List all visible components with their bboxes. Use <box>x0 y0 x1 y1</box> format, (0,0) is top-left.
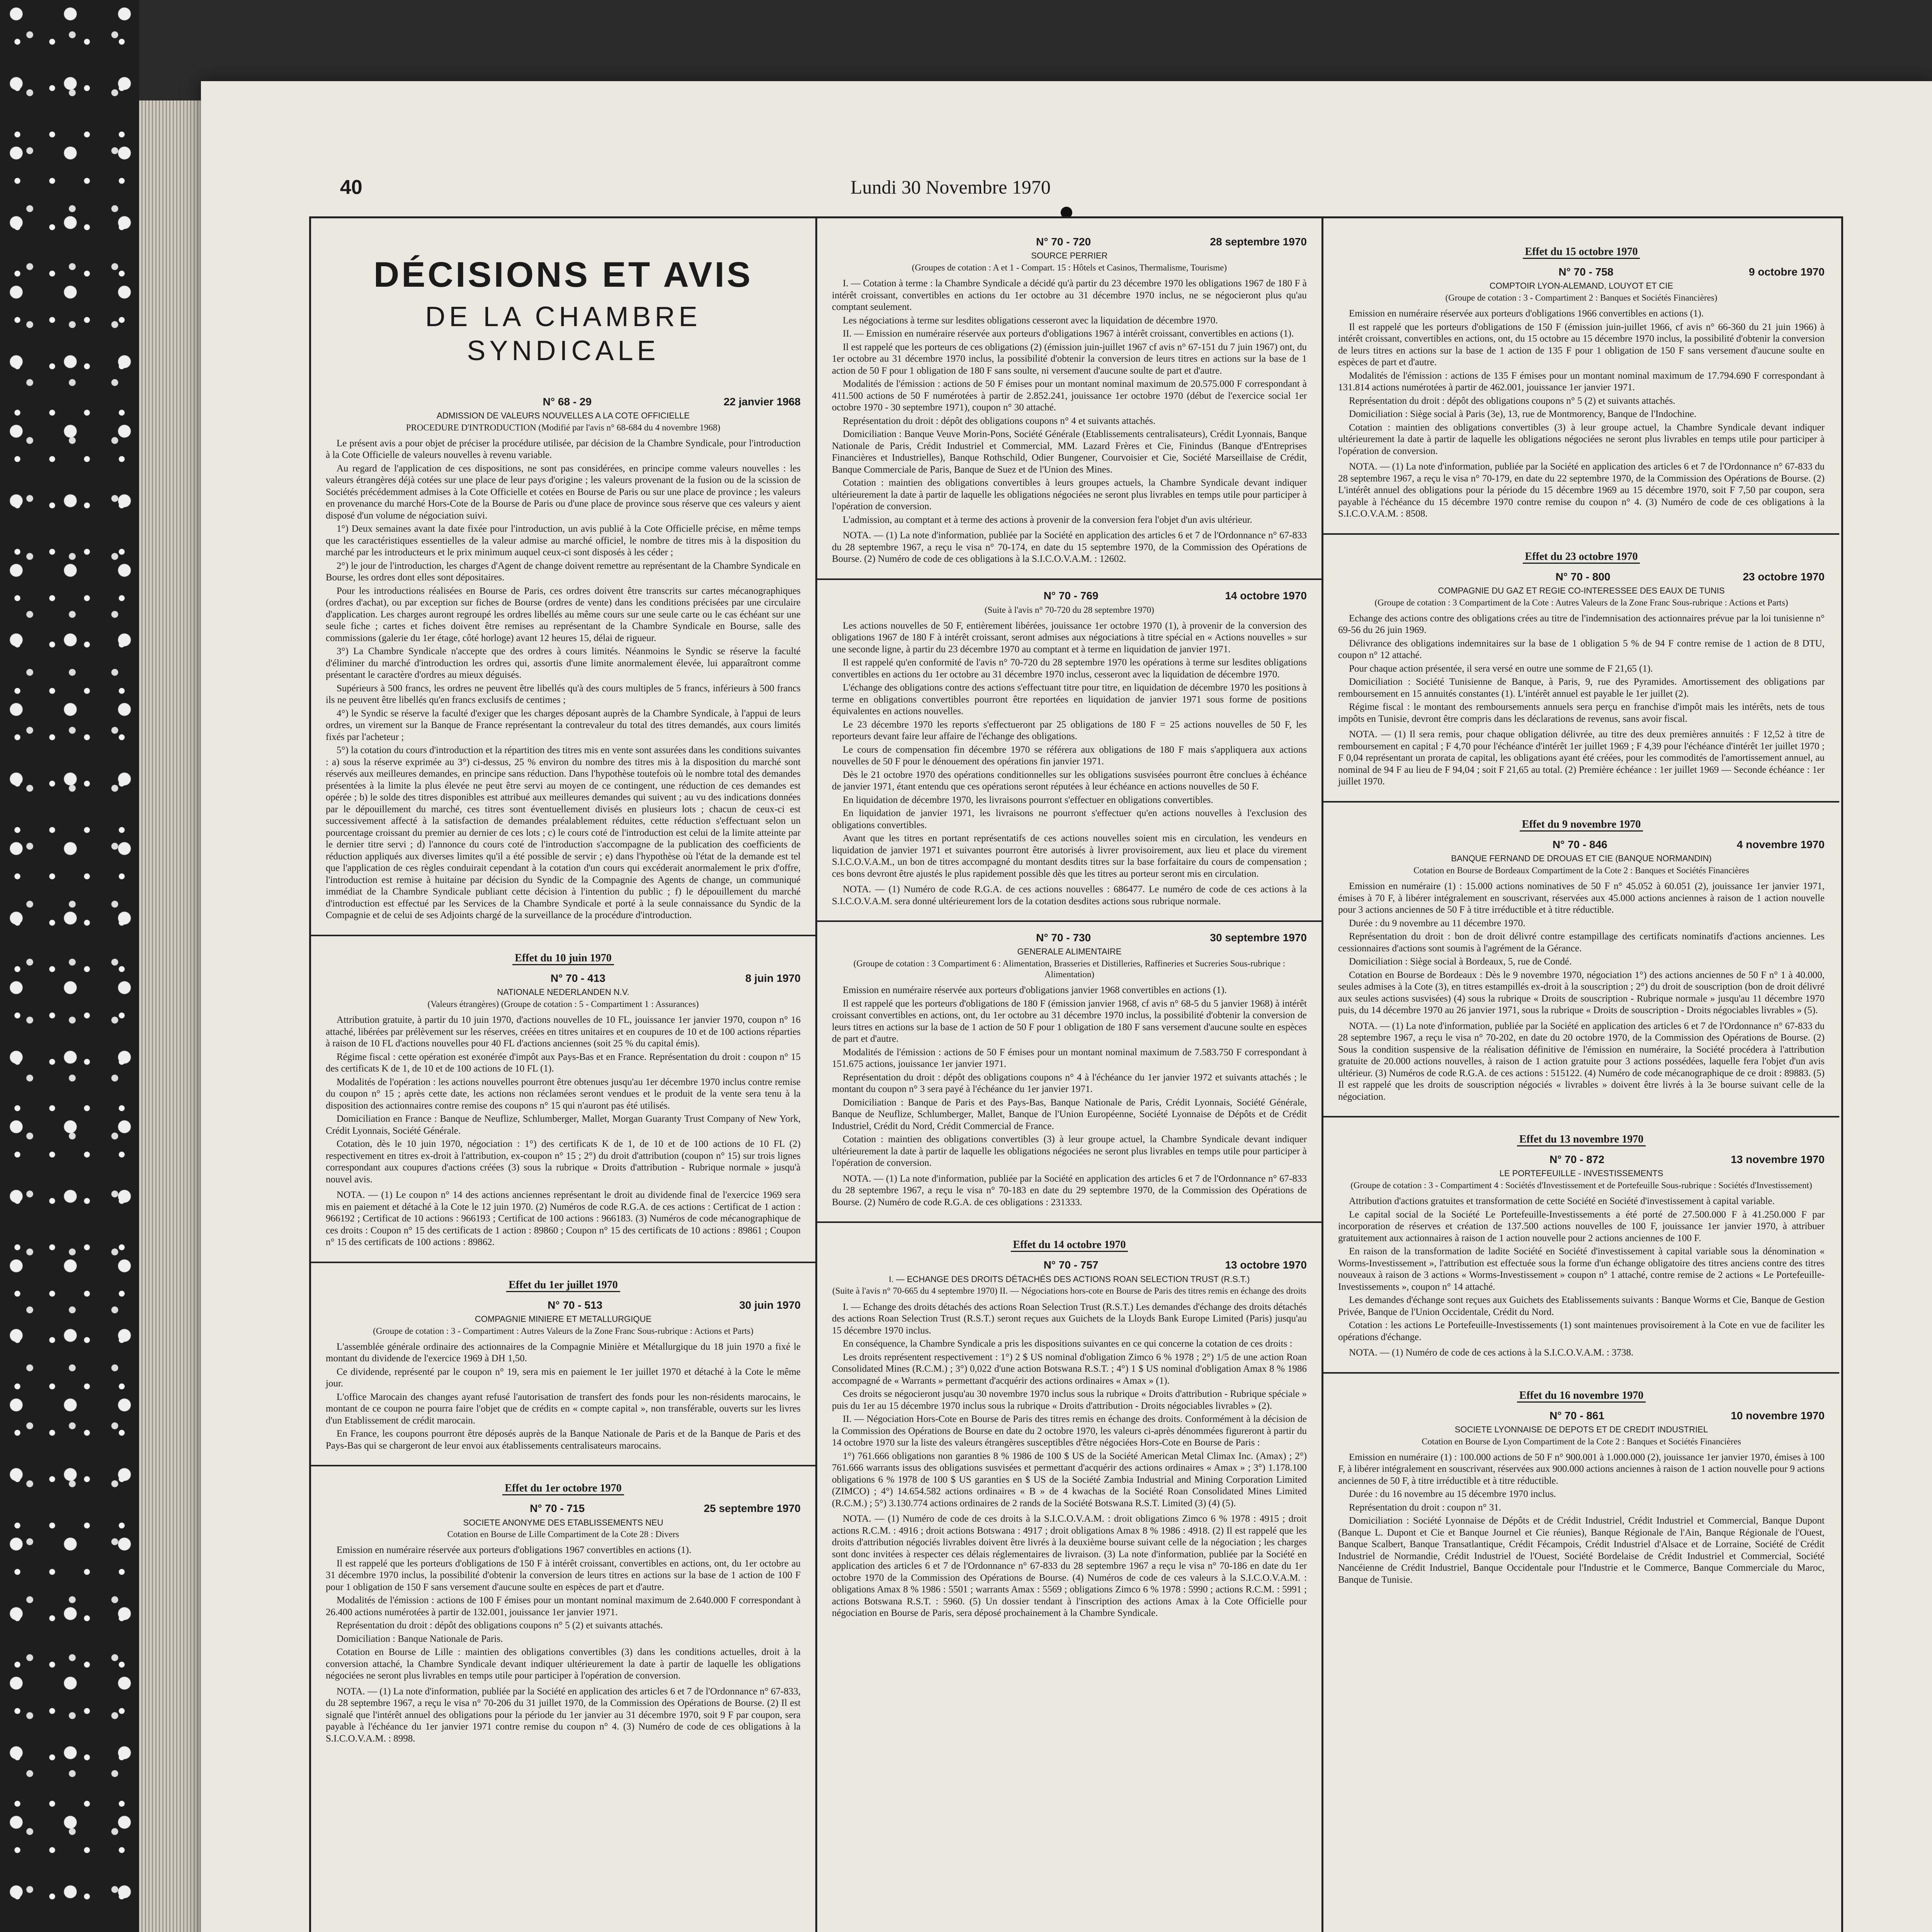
notice-header <box>832 235 1307 248</box>
company-name: BANQUE FERNAND DE DROUAS ET CIE (BANQUE NORMANDIN) <box>1451 854 1712 864</box>
notice-paragraph: Cotation : maintien des obligations convertibles (3) à leur groupe actuel, la Chambre Syndicale devant indiquer ultérieurement la date à partir de laquelle les obligations négociées ne seront plus livrables en temps utile pour participer à l'opération de conversion. <box>832 1134 1307 1168</box>
company-name: LE PORTEFEUILLE - INVESTISSEMENTS <box>1499 1168 1663 1179</box>
notice-paragraph: Modalités de l'émission : actions de 100 F émises pour un montant nominal maximum de 2.640.000 F correspondant à 26.400 actions numérotées à partir de 132.001, jouissance 1er janvier 1971. <box>326 1595 801 1617</box>
notice-paragraph: Emission en numéraire (1) : 15.000 actions nominatives de 50 F n° 45.052 à 60.051 (2), jouissance 1er janvier 1971, émises à 70 F, à libérer intégralement en souscrivant, réservées aux 45.000 actions anciennes à raison de 1 action nouvelle pour 3 actions anciennes de 50 F à titre irréductible et à titre réductible. <box>1338 881 1825 915</box>
notice-date: 13 octobre 1970 <box>1225 1259 1307 1271</box>
notice-paragraph: Emission en numéraire réservée aux porteurs d'obligations 1966 convertibles en actions (1). <box>1349 308 1704 319</box>
notice <box>832 1221 1307 1619</box>
quotation-group: (Groupe de cotation : 3 - Compartiment 4 : Sociétés d'Investissement et de Portefeuille Sous-rubrique : Sociétés d'Investissement) <box>1350 1180 1812 1190</box>
quotation-group: Cotation en Bourse de Bordeaux Compartiment de la Cote 2 : Banques et Sociétés Financières <box>1413 866 1749 876</box>
notice-list <box>326 395 801 1745</box>
main-title: DÉCISIONS ET AVIS <box>373 255 753 294</box>
quotation-group: (Groupe de cotation : 3 Compartiment 6 : Alimentation, Brasseries et Distilleries, Raffineries et Sucreries Sous-rubrique : Alimentation) <box>853 959 1286 980</box>
notice-number: N° 70 - 720 <box>1036 236 1091 248</box>
notice <box>326 1465 801 1745</box>
notice-paragraph: Cotation : maintien des obligations convertibles à leurs groupes actuels, la Chambre Syndicale devant indiquer ultérieurement la date à partir de laquelle les obligations négociées ne seront plus livrables en temps utile pour participer à l'opération de conversion. <box>832 478 1307 512</box>
effective-date-heading <box>1338 818 1825 831</box>
notice-paragraph: En conséquence, la Chambre Syndicale a pris les dispositions suivantes en ce qui concerne la cotation de ces droits : <box>843 1338 1293 1349</box>
notice-footnote: NOTA. — (1) Le coupon n° 14 des actions anciennes représentant le droit au dividende final de l'exercice 1969 sera mis en paiement et détaché à la Cote le 12 juin 1970. (2) Numéros de code R.G.A. de ces actions : Certificat de 1 action : 966192 ; Certificat de 10 actions : 966193 ; Certificat de 100 actions : 966183. (3) Numéros de code mécanographique de ces droits : Coupon n° 15 des certificats de 1 action : 89860 ; Coupon n° 15 des certificats de 10 actions : 89861 ; Coupon n° 15 des certificats de 100 actions : 89862. <box>326 1190 801 1248</box>
notice-paragraph: Ce dividende, représenté par le coupon n° 19, sera mis en paiement le 1er juillet 1970 et détaché à la Cote le même jour. <box>326 1366 801 1389</box>
notice-paragraph: L'échange des obligations contre des actions s'effectuant titre pour titre, en liquidation de décembre 1970 les positions à terme en obligations convertibles pourront être reportées en liquidation de janvier 1971 sous forme de positions équivalentes en actions nouvelles. <box>832 682 1307 717</box>
notice-paragraph: Modalités de l'émission : actions de 50 F émises pour un montant nominal maximum de 20.575.000 F correspondant à 411.500 actions de 50 F numérotées à partir de 2.852.241, jouissance 1er octobre 1970 (début de l'exercice social 1er octobre 1970 - 30 septembre 1971), coupon n° 30 attaché. <box>832 379 1307 413</box>
notice-number: N° 70 - 800 <box>1555 570 1611 583</box>
notice-paragraph: Régime fiscal : cette opération est exonérée d'impôt aux Pays-Bas et en France. Représentation du droit : coupon n° 15 des certificats K de 1, de 10 et de 100 actions de 10 FL (1). <box>326 1051 801 1074</box>
notice-number: N° 70 - 769 <box>1043 589 1099 602</box>
notice-paragraph: Attribution gratuite, à partir du 10 juin 1970, d'actions nouvelles de 10 FL, jouissance 1er janvier 1970, coupon n° 16 attaché, libérées par prélèvement sur les réserves, créées en titres unitaires et en coupures de 10 et de 100 actions réparties à raison de 10 FL d'actions nouvelles pour 40 FL d'actions anciennes (soit 25 % du capital émis). <box>326 1015 801 1049</box>
quotation-group: (Valeurs étrangères) (Groupe de cotation : 5 - Compartiment 1 : Assurances) <box>427 999 699 1009</box>
effective-date-heading <box>326 1279 801 1292</box>
notice <box>832 920 1307 1208</box>
notice-footnote: NOTA. — (1) Numéro de code R.G.A. de ces actions nouvelles : 686477. Le numéro de code de ces actions à la S.I.C.O.V.A.M. sera donné ultérieurement lors de la cotation desdites actions sous rubrique normale. <box>832 884 1307 906</box>
effective-date-label: Effet du 23 octobre 1970 <box>1523 551 1640 564</box>
notice-date: 22 janvier 1968 <box>723 395 801 408</box>
notice-paragraph: Domiciliation : Société Tunisienne de Banque, à Paris, 9, rue des Pyramides. Amortissement des obligations par remboursement en 15 annuités constantes (1). L'intérêt annuel est payable le 1er juillet (2). <box>1338 677 1825 699</box>
quotation-group: Cotation en Bourse de Lille Compartiment de la Cote 28 : Divers <box>447 1529 679 1539</box>
main-subtitle: DE LA CHAMBRE SYNDICALE <box>425 301 701 367</box>
notice-paragraph: Domiciliation en France : Banque de Neuflize, Schlumberger, Mallet, Morgan Guaranty Trust Company of New York, Crédit Lyonnais, Société Générale. <box>326 1114 801 1136</box>
notice-header <box>326 395 801 408</box>
effective-date-label: Effet du 1er octobre 1970 <box>502 1482 624 1495</box>
notice-paragraph: Modalités de l'émission : actions de 135 F émises pour un montant nominal maximum de 17.794.690 F correspondant à 131.814 actions numérotées à partir de 462.001, jouissance 1er janvier 1971. <box>1338 370 1825 393</box>
section-rule <box>1323 533 1839 535</box>
notice-paragraph: Il est rappelé que les porteurs de ces obligations (2) (émission juin-juillet 1967 cf avis n° 67-151 du 7 juin 1967) ont, du 1er octobre au 31 décembre 1970 inclus, la possibilité d'obtenir la conversion de leurs titres en actions sur la base de 1 action de 50 F pour 1 obligation de 180 F sans soulte, ni versement d'aucune soulte de part et d'autre. <box>832 342 1307 376</box>
effective-date-label: Effet du 1er juillet 1970 <box>506 1279 620 1292</box>
section-rule <box>311 1262 815 1263</box>
effective-date-label: Effet du 13 novembre 1970 <box>1517 1133 1646 1146</box>
notice-paragraph: 1°) 761.666 obligations non garanties 8 % 1986 de 100 $ US de la Société American Metal Climax Inc. (Amax) ; 2°) 761.666 warrants issus des obligations susvisées et permettant d'acquérir des actions ordinaires « Amax » ; 3°) 1.178.100 obligations 6 % 1978 de 100 $ US garanties en $ US de la Société Zambia Industrial and Mining Corporation Limited (ZIMCO) ; 4°) 14.654.582 actions ordinaires « B » de 4 kwachas de la Société Roan Consolidated Mines Limited (R.C.M.) ; 5°) 3.130.774 actions ordinaires de 2 rands de la Société Botswana R.S.T. Limited (3) (4) (5). <box>832 1451 1307 1509</box>
notice-header <box>1338 1409 1825 1422</box>
page-number: 40 <box>340 176 362 199</box>
notice-footnote: NOTA. — (1) Numéro de code de ces droits à la S.I.C.O.V.A.M. : droit obligations Zimco 6 % 1978 : 4915 ; droit actions R.C.M. : 4916 ; droit actions Botswana : 4917 ; droit obligations Amax 8 % 1986 : 4918. (2) Il est rappelé que les droits d'attribution négociés livrables doivent être livrés à la deuxième bourse suivant celle de la négociation ; les charges sont donc invitées à respecter ces délais réglementaires de livraison. (3) La note d'information, publiée par la Société en application des articles 6 et 7 de l'Ordonnance n° 67-833 du 28 septembre 1967 a reçu le visa n° 70-186 en date du 1er octobre 1970 de la Commission des Opérations de Bourse. (4) Numéros de code de ces valeurs à la S.I.C.O.V.A.M. : obligations Amax 8 % 1986 : 5501 ; warrants Amax : 5569 ; obligations Zimco 6 % 1978 : 5990 ; actions R.C.M. : 5991 ; actions Botswana R.S.T. : 5960. (5) Un dossier tendant à l'inscription des actions Amax à la Cote Officielle pour négociation en Bourse de Paris, sera déposé prochainement à la Chambre Syndicale. <box>832 1514 1307 1618</box>
notice-date: 23 octobre 1970 <box>1743 570 1825 583</box>
effective-date-heading <box>326 1482 801 1495</box>
notice-paragraph: Cotation en Bourse de Lille : maintien des obligations convertibles (3) dans les conditions actuelles, droit à la conversion attaché, la Chambre Syndicale devant indiquer ultérieurement la date à partir de laquelle les obligations négociées ne seront plus livrables en temps utile pour participer à l'opération de conversion. <box>326 1647 801 1681</box>
notice-date: 14 octobre 1970 <box>1225 589 1307 602</box>
notice-footnote: NOTA. — (1) La note d'information, publiée par la Société en application des articles 6 et 7 de l'Ordonnance n° 67-833 du 28 septembre 1967, a reçu le visa n° 70-202, en date du 20 octobre 1970, de la Commission des Opérations de Bourse. (2) Sous la condition suspensive de la réalisation définitive de l'émission en numéraire, la Société procédera à l'attribution gratuite de 20.000 actions nouvelles, à raison de 1 action gratuite pour 3 actions possédées, laquelle fera l'objet d'un avis ultérieur. (3) Numéros de code R.G.A. de ces actions : 515122. (4) Numéro de code mécanographique de ce droit : 89883. (5) Il est rappelé que les droits de souscription négociés « livrables » doivent être livrés à la 3e bourse suivant celle de la négociation. <box>1338 1020 1825 1102</box>
company-name: SOURCE PERRIER <box>1031 251 1108 261</box>
company-name: COMPAGNIE DU GAZ ET REGIE CO-INTERESSEE DES EAUX DE TUNIS <box>1438 586 1725 595</box>
effective-date-label: Effet du 16 novembre 1970 <box>1517 1389 1646 1403</box>
notice-paragraph: Représentation du droit : dépôt des obligations coupons n° 5 (2) et suivants attachés. <box>1349 395 1675 406</box>
notice-paragraph: Domiciliation : Société Lyonnaise de Dépôts et de Crédit Industriel, Crédit Industriel et Commercial, Banque Dupont (Banque L. Dupont et Cie et Banque Journel et Cie réunies), Banque Régionale de l'Ain, Banque Régionale de l'Ouest, Banque Scalbert, Banque Transatlantique, Crédit Fécampois, Crédit Industriel d'Alsace et de Lorraine, Société de Crédit Industriel de Normandie, Crédit Industriel de l'Ouest, Société Bordelaise de Crédit Industriel et Commercial, Société Nancéienne de Crédit Industriel, Banque Occidentale pour l'Industrie et le Commerce, Banque Commerciale du Maroc, Banque de Tunisie. <box>1338 1515 1825 1585</box>
section-rule <box>1323 801 1839 803</box>
company-name: I. — ECHANGE DES DROITS DÉTACHÉS DES ACTIONS ROAN SELECTION TRUST (R.S.T.) <box>889 1274 1250 1284</box>
notice-date: 28 septembre 1970 <box>1210 236 1307 248</box>
effective-date-heading <box>1338 245 1825 259</box>
notice-header <box>832 931 1307 944</box>
notice-date: 9 octobre 1970 <box>1748 266 1825 278</box>
section-rule <box>1323 1116 1839 1117</box>
notice-date: 13 novembre 1970 <box>1731 1153 1825 1166</box>
notice-paragraph: Domiciliation : Banque Nationale de Paris. <box>337 1633 503 1644</box>
notice-header <box>832 589 1307 602</box>
notice-footnote: NOTA. — (1) La note d'information, publiée par la Société en application des articles 6 et 7 de l'Ordonnance n° 67-833 du 28 septembre 1967, a reçu le visa n° 70-174, en date du 15 septembre 1970, de la Commission des Opérations de Bourse. (2) Numéro de code de ces obligations à la S.I.C.O.V.A.M. : 12602. <box>832 530 1307 565</box>
running-date: Lundi 30 Novembre 1970 <box>850 176 1051 198</box>
notice-header <box>832 1259 1307 1272</box>
column-left <box>311 218 817 1932</box>
quotation-group: Cotation en Bourse de Lyon Compartiment de la Cote 2 : Banques et Sociétés Financières <box>1422 1436 1741 1446</box>
company-name: SOCIETE LYONNAISE DE DEPOTS ET DE CREDIT INDUSTRIEL <box>1454 1425 1708 1435</box>
effective-date-label: Effet du 9 novembre 1970 <box>1520 818 1643 832</box>
section-rule <box>817 920 1321 922</box>
effective-date-heading <box>1338 550 1825 563</box>
notice-number: N° 70 - 730 <box>1036 932 1091 944</box>
notice-paragraph: Ces droits se négocieront jusqu'au 30 novembre 1970 inclus sous la rubrique « Droits d'attribution - Rubrique spéciale » puis du 1er au 15 décembre 1970 inclus sous la rubrique « Droits d'attribution - Droits négociables livrables » (2). <box>832 1389 1307 1411</box>
notice-number: N° 70 - 757 <box>1043 1259 1099 1271</box>
notice-header <box>326 1502 801 1515</box>
notice-paragraph: Les demandes d'échange sont reçues aux Guichets des Etablissements suivants : Banque Worms et Cie, Banque de Gestion Privée, Banque de l'Union Occidentale, Crédit du Nord. <box>1338 1295 1825 1317</box>
notice-header <box>326 972 801 985</box>
notice-paragraph: Au regard de l'application de ces dispositions, ne sont pas considérées, en principe comme valeurs nouvelles : les valeurs étrangères déjà cotées sur une place de leur pays d'origine ; les valeurs provenant de la fusion ou de la scission de Sociétés précédemment admises à la Cote Officielle et cotées en Bourse de Paris ou sur une place de province ; les valeurs en provenance du marché Hors-Cote de la Bourse de Paris ou d'une place de province sous réserve que ces valeurs y aient disposé d'un volume de négociation suivi. <box>326 463 801 521</box>
quotation-group: (Groupe de cotation : 3 - Compartiment : Autres Valeurs de la Zone Franc Sous-rubrique : Actions et Parts) <box>373 1326 753 1336</box>
notice-paragraph: Emission en numéraire réservée aux porteurs d'obligations janvier 1968 convertibles en actions (1). <box>843 985 1227 996</box>
notice-paragraph: II. — Emission en numéraire réservée aux porteurs d'obligations 1967 à intérêt croissant, convertibles en actions (1). <box>843 328 1294 339</box>
notice-paragraph: Cotation : les actions Le Portefeuille-Investissements (1) sont maintenues provisoirement à la Cote en vue de faciliter les opérations d'échange. <box>1338 1320 1825 1342</box>
notice-paragraph: En liquidation de décembre 1970, les livraisons pourront s'effectuer en obligations convertibles. <box>843 794 1213 805</box>
notice-paragraph: Durée : du 16 novembre au 15 décembre 1970 inclus. <box>1349 1489 1556 1500</box>
notice-date: 8 juin 1970 <box>745 972 801 985</box>
notice <box>326 395 801 922</box>
effective-date-heading <box>1338 1389 1825 1402</box>
effective-date-label: Effet du 14 octobre 1970 <box>1011 1239 1128 1252</box>
effective-date-heading <box>832 1238 1307 1252</box>
notice-date: 4 novembre 1970 <box>1736 838 1825 851</box>
notice-paragraph: Modalités de l'émission : actions de 50 F émises pour un montant nominal maximum de 7.583.750 F correspondant à 151.675 actions, jouissance 1er janvier 1971. <box>832 1047 1307 1070</box>
notice-number: N° 70 - 846 <box>1552 838 1607 851</box>
notice-paragraph: Pour chaque action présentée, il sera versé en outre une somme de F 21,65 (1). <box>1349 663 1653 674</box>
notice-paragraph: Les droits représentent respectivement : 1°) 2 $ US nominal d'obligation Zimco 6 % 1978 ; 2°) 1/5 de une action Roan Consolidated Mines (R.C.M.) ; 3°) 0,022 d'une action Botswana R.S.T. ; 4°) 1 $ US nominal d'obligation Amax 8 % 1986 accompagné de « Warrants » permettant d'acquérir des actions ordinaires « Amax » (1). <box>832 1352 1307 1386</box>
notice-paragraph: 4°) le Syndic se réserve la faculté d'exiger que les charges déposant auprès de la Chambre Syndicale, à l'appui de leurs ordres, un virement sur la Banque de France représentant la contrevaleur du total des titres demandés, aux cours limités fixés par l'acheteur ; <box>326 708 801 742</box>
notice-paragraph: Pour les introductions réalisées en Bourse de Paris, ces ordres doivent être transcrits sur cartes mécanographiques (ordres d'achat), ou par exception sur fiches de Bourse (ordres de vente) dans les conditions précisées par une circulaire d'application. Les charges auront regroupé les ordres libellés au même cours sur une seule carte ou le cas échéant sur une seule fiche ; cartes et fiches doivent être remises au représentant de la Chambre Syndicale en Bourse, salle des commissions (galerie du 1er étage, côté horloge) avant 12 heures 15, délai de rigueur. <box>326 585 801 643</box>
notice-list <box>1338 245 1825 1586</box>
notice-header <box>1338 1153 1825 1166</box>
quotation-group: (Groupe de cotation : 3 - Compartiment 2 : Banques et Sociétés Financières) <box>1445 293 1718 303</box>
column-right <box>1323 218 1839 1932</box>
notice-paragraph: Domiciliation : Siège social à Bordeaux, 5, rue de Condé. <box>1349 956 1572 967</box>
notice-number: N° 70 - 715 <box>530 1502 585 1515</box>
effective-date-label: Effet du 15 octobre 1970 <box>1523 246 1640 259</box>
company-name: COMPTOIR LYON-ALEMAND, LOUYOT ET CIE <box>1489 281 1673 291</box>
notice-paragraph: Il est rappelé que les porteurs d'obligations de 150 F (émission juin-juillet 1966, cf avis n° 66-360 du 21 juin 1966) à intérêt croissant, convertibles en actions, ont, du 15 octobre au 15 décembre 1970 inclus, la possibilité d'obtenir la conversion de leurs titres en actions sur la base de 1 action de 135 F pour 1 obligation de 150 F sans versement d'aucune soulte en espèces de part et d'autre. <box>1338 321 1825 368</box>
section-rule <box>817 1221 1321 1223</box>
notice-paragraph: Délivrance des obligations indemnitaires sur la base de 1 obligation 5 % de 94 F contre remise de 1 action de 8 DTU, coupon n° 12 attaché. <box>1338 638 1825 661</box>
notice-paragraph: Il est rappelé qu'en conformité de l'avis n° 70-720 du 28 septembre 1970 les opérations à terme sur lesdites obligations convertibles en actions du 1er octobre au 31 décembre 1970 inclus, cesseront avec la liquidation de décembre 1970. <box>832 657 1307 680</box>
notice-number: N° 70 - 861 <box>1549 1409 1605 1422</box>
notice-paragraph: Représentation du droit : dépôt des obligations coupons n° 4 à l'échéance du 1er janvier 1972 et suivants attachés ; le montant du coupon n° 3 sera payé à l'échéance du 1er janvier 1971. <box>832 1072 1307 1095</box>
company-name: ADMISSION DE VALEURS NOUVELLES A LA COTE OFFICIELLE <box>437 411 690 421</box>
notice-number: N° 68 - 29 <box>543 395 592 408</box>
notice <box>1338 1116 1825 1359</box>
notice-paragraph: Domiciliation : Banque de Paris et des Pays-Bas, Banque Nationale de Paris, Crédit Lyonnais, Société Générale, Banque de Neuflize, Schlumberger, Mallet, Banque de l'Union Européenne, Société Lyonnaise de Dépôts et de Crédit Industriel, Crédit du Nord, Crédit Commercial de France. <box>832 1097 1307 1131</box>
notice-header <box>326 1299 801 1312</box>
notice-number: N° 70 - 872 <box>1549 1153 1605 1166</box>
notice-paragraph: I. — Cotation à terme : la Chambre Syndicale a décidé qu'à partir du 23 décembre 1970 les obligations 1967 de 180 F à intérêt croissant, convertibles en actions du 1er octobre au 31 décembre 1970 inclus, ne se négocieront plus qu'au comptant seulement. <box>832 278 1307 313</box>
notice-date: 30 juin 1970 <box>739 1299 801 1311</box>
notice-paragraph: Domiciliation : Siège social à Paris (3e), 13, rue de Montmorency, Banque de l'Indochine. <box>1349 409 1697 420</box>
notice-footnote: NOTA. — (1) Numéro de code de ces actions à la S.I.C.O.V.A.M. : 3738. <box>1349 1347 1634 1358</box>
quotation-group: (Groupe de cotation : 3 Compartiment de la Cote : Autres Valeurs de la Zone Franc Sous-rubrique : Actions et Parts) <box>1374 597 1788 607</box>
notice <box>326 1262 801 1452</box>
notice <box>1338 533 1825 788</box>
notice-paragraph: Le cours de compensation fin décembre 1970 se référera aux obligations de 180 F mais s'appliquera aux actions nouvelles de 50 F pour le dénouement des opérations fin janvier 1971. <box>832 744 1307 767</box>
notice-paragraph: L'admission, au comptant et à terme des actions à provenir de la conversion fera l'objet d'un avis ultérieur. <box>843 514 1252 525</box>
notice-paragraph: Les actions nouvelles de 50 F, entièrement libérées, jouissance 1er octobre 1970 (1), à provenir de la conversion des obligations 1967 de 180 F à intérêt croissant, seront admises aux négociations à titre spécial en « Actions nouvelles » sur une seconde ligne, à partir du 23 décembre 1970 au comptant et à terme en liquidation de janvier 1971. <box>832 620 1307 655</box>
notice-paragraph: Il est rappelé que les porteurs d'obligations de 180 F (émission janvier 1968, cf avis n° 68-5 du 5 janvier 1968) à intérêt croissant convertibles en actions, ont, du 1er octobre au 31 décembre 1970 inclus, la possibilité d'obtenir la conversion de leurs titres en actions sur la base de 1 action de 50 F pour 1 obligation de 180 F sans versement d'aucune soulte en espèces de part et d'autre. <box>832 998 1307 1044</box>
notice-footnote: NOTA. — (1) La note d'information, publiée par la Société en application des articles 6 et 7 de l'Ordonnance n° 67-833 du 28 septembre 1967, a reçu le visa n° 70-179, en date du 22 septembre 1970, de la Commission des Opérations de Bourse. (2) L'intérêt annuel des obligations pour la période du 15 décembre 1969 au 15 décembre 1970, soit F 7,50 par coupon, sera payable à l'échéance du 15 décembre 1970 contre remise du coupon n° 4. (3) Numéro de code de ces obligations à la S.I.C.O.V.A.M. : 8508. <box>1338 461 1825 519</box>
marbled-book-binding <box>0 0 139 1932</box>
notice-paragraph: Cotation en Bourse de Bordeaux : Dès le 9 novembre 1970, négociation 1°) des actions anciennes de 50 F n° 1 à 40.000, seules admises à la Cote (3), en titres estampillés ex-droit à la souscription ; 2°) du droit de souscription (bon de droit délivré aux seules actions susvisées) (4) sous la rubrique « Droits de souscription - Rubrique normale » jusqu'au 11 décembre 1970 puis, du 14 décembre 1970 au 26 janvier 1971, sous la rubrique « Droits de souscription - Droits négociables livrables » (5). <box>1338 969 1825 1016</box>
notice-number: N° 70 - 513 <box>548 1299 603 1311</box>
notice <box>1338 801 1825 1103</box>
notice-paragraph: 5°) la cotation du cours d'introduction et la répartition des titres mis en vente sont assurées dans les conditions suivantes : a) sous la réserve exprimée au 3°) ci-dessus, 25 % environ du nombre des titres mis à la disposition du marché sont réservés aux meilleures demandes, en principe sans réduction. Dans l'hypothèse toutefois où le nombre total des demandes présentées à la limite la plus élevée ne peut être servi au moyen de ce contingent, une réduction de ces demandes est opérée ; b) le solde des titres disponibles est attribué aux meilleures demandes qui suivent ; au vu des indications données par le dépouillement du marché, ces titres sont éventuellement divisés en plusieurs lots ; chacun de ceux-ci est successivement affecté à la satisfaction de demandes préalablement réduites, cette réduction s'effectuant selon un pourcentage croissant du premier au dernier de ces lots ; c) le cours coté de l'introduction est celui de la limite atteinte par le dernier titre servi ; d) l'annonce du cours coté de l'introduction s'accompagne de la publication des coefficients de réduction appliqués aux diverses limites qu'il a été possible de servir ; e) dans l'hypothèse où l'état de la demande est tel que l'application de ces règles conduirait cependant à la cotation d'un cours qui excéderait anormalement le prix d'offre, l'introduction est remise à huitaine par décision du Syndic de la Compagnie des Agents de change, un communiqué immédiat de la Chambre Syndicale publiant cette décision à l'intention du public ; f) le dépouillement du marché d'introduction est effectué par les Services de la Chambre Syndicale et porté à la seule connaissance du Syndic de la Compagnie et de celui de ses Adjoints chargé de la surveillance de la procédure d'introduction. <box>326 745 801 921</box>
quotation-group: (Suite à l'avis n° 70-665 du 4 septembre 1970) II. — Négociations hors-cote en Bourse de Paris des titres remis en échange des droits <box>832 1286 1306 1296</box>
notice-paragraph: Supérieurs à 500 francs, les ordres ne peuvent être libellés qu'à des cours multiples de 5 francs, inférieurs à 500 francs ils ne peuvent être libellés qu'en francs exclusifs de centimes ; <box>326 683 801 706</box>
notice-paragraph: Il est rappelé que les porteurs d'obligations de 150 F à intérêt croissant, convertibles en actions, ont, du 1er octobre au 31 décembre 1970 inclus, la possibilité d'obtenir la conversion de leurs titres en actions sur la base de 1 action de 100 F pour 1 obligation de 150 F sans versement d'aucune soulte en espèces de part et d'autre. <box>326 1558 801 1592</box>
notice-paragraph: Echange des actions contre des obligations crées au titre de l'indemnisation des actionnaires prévue par la loi tunisienne n° 69-56 du 26 juin 1969. <box>1338 613 1825 636</box>
notice-date: 10 novembre 1970 <box>1731 1409 1825 1422</box>
notice-number: N° 70 - 758 <box>1558 266 1614 278</box>
notice-list <box>832 235 1307 1619</box>
notice-number: N° 70 - 413 <box>550 972 605 985</box>
notice-paragraph: Les négociations à terme sur lesdites obligations cesseront avec la liquidation de décembre 1970. <box>843 315 1218 326</box>
notice-paragraph: En France, les coupons pourront être déposés auprès de la Banque Nationale de Paris et de la Banque de Paris et des Pays-Bas qui se chargeront de leur envoi aux établissements centralisateurs marocains. <box>326 1429 801 1451</box>
notice-paragraph: Représentation du droit : dépôt des obligations coupons n° 4 et suivants attachés. <box>843 415 1156 426</box>
notice-date: 25 septembre 1970 <box>704 1502 801 1515</box>
effective-date-heading <box>326 952 801 965</box>
notice-paragraph: Modalités de l'opération : les actions nouvelles pourront être obtenues jusqu'au 1er décembre 1970 inclus contre remise du coupon n° 15 ; après cette date, les actions non réclamées seront vendues et le produit de la vente sera tenu à la disposition des actionnaires contre remise des coupons n° 15 qui n'auront pas été utilisés. <box>326 1077 801 1111</box>
quotation-group: (Groupes de cotation : A et 1 - Compart. 15 : Hôtels et Casinos, Thermalisme, Tourisme) <box>912 262 1227 272</box>
notice-paragraph: L'office Marocain des changes ayant refusé l'autorisation de transfert des fonds pour les non-résidents marocains, le montant de ce coupon ne pourra faire l'objet que de crédits en « compte capital », non transférable, ouverts sur les livres d'un Etablissement de crédit marocain. <box>326 1391 801 1426</box>
notice <box>326 935 801 1248</box>
company-name: NATIONALE NEDERLANDEN N.V. <box>497 987 629 997</box>
notice-paragraph: Cotation, dès le 10 juin 1970, négociation : 1°) des certificats K de 1, de 10 et de 100 actions de 10 FL (2) respectivement en titres ex-droit à l'attribution, ex-coupon n° 15 ; 2°) du droit d'attribution (coupon n° 15) sur trois lignes correspondant aux coupures d'actions créées (3) sous la rubrique « Droits d'attribution - Rubrique normale » jusqu'à nouvel avis. <box>326 1139 801 1185</box>
company-name: SOCIETE ANONYME DES ETABLISSEMENTS NEU <box>463 1517 663 1527</box>
notice-footnote: NOTA. — (1) La note d'information, publiée par la Société en application des articles 6 et 7 de l'Ordonnance n° 67-833, du 28 septembre 1967, a reçu le visa n° 70-206 du 31 juillet 1970, de la Commission des Opérations de Bourse. (2) Il est signalé que l'intérêt annuel des obligations pour la période du 1er janvier au 31 décembre 1970, soit 9 F par coupon, sera payable à l'échéance du 1er janvier 1971 contre remise du coupon n° 4. (3) Numéro de code de ces obligations à la S.I.C.O.V.A.M. : 8998. <box>326 1686 801 1744</box>
notice-paragraph: 2°) le jour de l'introduction, les charges d'Agent de change doivent remettre au représentant de la Chambre Syndicale en Bourse, les ordres dont elles sont dépositaires. <box>326 560 801 583</box>
notice-paragraph: En raison de la transformation de ladite Société en Société d'investissement à capital variable sous la dénomination « Worms-Investissement », l'attribution est effectuée sous la forme d'un échange obligatoire des titres anciens contre des titres nouveaux à raison de 3 actions « Worms-Investissement » coupon n° 1 attaché, contre remise de 2 actions « Le Portefeuille-Investissements », coupon n° 14 attaché. <box>1338 1246 1825 1292</box>
notice <box>1338 245 1825 520</box>
company-name: GENERALE ALIMENTAIRE <box>1017 947 1122 957</box>
notice-paragraph: Emission en numéraire (1) : 100.000 actions de 50 F n° 900.001 à 1.000.000 (2), jouissance 1er janvier 1970, émises à 100 F, à libérer intégralement en souscrivant, réservées aux 900.000 actions anciennes à raison de 1 action nouvelle pour 9 actions anciennes de 50 F, à titre irréductible et à titre réductible. <box>1338 1452 1825 1486</box>
notice <box>1338 1372 1825 1586</box>
notice-paragraph: 3°) La Chambre Syndicale n'accepte que des ordres à cours limités. Néanmoins le Syndic se réserve la faculté d'éliminer du marché d'introduction les ordres qui, assortis d'une limite anormalement élevée, lui apparaîtront comme présentant le caractère d'ordres au mieux déguisés. <box>326 646 801 680</box>
company-name: COMPAGNIE MINIERE ET METALLURGIQUE <box>474 1314 652 1324</box>
notice-paragraph: II. — Négociation Hors-Cote en Bourse de Paris des titres remis en échange des droits. Conformément à la décision de la Commission des Opérations de Bourse en date du 2 octobre 1970, les valeurs ci-après dénommées figureront à partir du 14 octobre 1970 sur la liste des valeurs étrangères susceptibles d'être négociées Hors-Cote en Bourse de Paris : <box>832 1414 1307 1448</box>
notice-header <box>1338 570 1825 583</box>
notice-paragraph: Dès le 21 octobre 1970 des opérations conditionnelles sur les obligations susvisées pourront être conclues à échéance de janvier 1971, étant entendu que ces opérations seront réputées à leur échéance en actions nouvelles de 50 F. <box>832 769 1307 792</box>
notice-paragraph: Le capital social de la Société Le Portefeuille-Investissements a été porté de 27.500.000 F à 41.250.000 F par incorporation de réserves et création de 137.500 actions nouvelles de 100 F, jouissance 1er janvier 1970, à attribuer gratuitement aux actionnaires à raison de 1 action nouvelle pour 2 actions anciennes de 100 F. <box>1338 1209 1825 1243</box>
notice-paragraph: Durée : du 9 novembre au 11 décembre 1970. <box>1349 918 1526 929</box>
section-rule <box>311 1465 815 1466</box>
quotation-group: (Suite à l'avis n° 70-720 du 28 septembre 1970) <box>985 605 1154 615</box>
notice-paragraph: Emission en numéraire réservée aux porteurs d'obligations 1967 convertibles en actions (1). <box>337 1545 692 1556</box>
notice-paragraph: Avant que les titres en portant représentatifs de ces actions nouvelles soient mis en circulation, les vendeurs en liquidation de janvier 1971 et suivantes pourront être autorisés à livrer provisoirement, aux lieu et place du virement S.I.C.O.V.A.M., un bon de titres accompagné du montant desdits titres sur la base forfaitaire du cours de compensation ; ces bons devront être ajustés le plus rapidement possible dès que les titres au porteur seront mis en circulation. <box>832 833 1307 879</box>
notice-paragraph: Domiciliation : Banque Veuve Morin-Pons, Société Générale (Etablissements centralisateurs), Crédit Lyonnais, Banque Nationale de Paris, Crédit Industriel et Commercial, MM. Lazard Frères et Cie, Finindus (Banque d'Entreprises Financières et Industrielles), Banque Rothschild, Odier Bungener, Courvoisier et Cie, Société Marseillaise de Crédit, Banque Commerciale de Paris, Banque de Suez et de l'Union des Mines. <box>832 429 1307 475</box>
notice-header <box>1338 265 1825 279</box>
notice-footnote: NOTA. — (1) Il sera remis, pour chaque obligation délivrée, au titre des deux premières annuités : F 12,52 à titre de remboursement en capital ; F 4,70 pour l'échéance d'intérêt 1er juillet 1969 ; F 4,39 pour l'échéance d'intérêt 1er juillet 1970 ; F 0,04 représentant un prorata de capital, les obligations ayant été créées, pour les commodités de l'amortissement annuel, au nominal de 94 F au lieu de F 94,04 ; soit F 21,65 au total. (2) Première échéance : 1er juillet 1969 — Seconde échéance : 1er juillet 1970. <box>1338 729 1825 787</box>
notice-paragraph: Cotation : maintien des obligations convertibles (3) à leur groupe actuel, la Chambre Syndicale devant indiquer ultérieurement la date à partir de laquelle les obligations négociées ne seront plus livrables en temps utile pour participer à l'opération de conversion. <box>1338 422 1825 456</box>
section-rule <box>311 935 815 936</box>
notice-paragraph: Régime fiscal : le montant des remboursements annuels sera perçu en franchise d'impôt mais les intérêts, nets de tous impôts en Tunisie, devront être compris dans les déclarations de revenus, sans avoir fiscal. <box>1338 702 1825 724</box>
page-stack-edges <box>139 100 205 1932</box>
notice <box>832 578 1307 908</box>
section-rule <box>1323 1372 1839 1374</box>
notice-paragraph: Le 23 décembre 1970 les reports s'effectueront par 25 obligations de 180 F = 25 actions nouvelles de 50 F, les reporteurs devant faire leur affaire de l'échange des obligations. <box>832 719 1307 742</box>
quotation-group: PROCEDURE D'INTRODUCTION (Modifié par l'avis n° 68-684 du 4 novembre 1968) <box>406 422 721 432</box>
effective-date-label: Effet du 10 juin 1970 <box>512 952 614 965</box>
notice-paragraph: En liquidation de janvier 1971, les livraisons ne pourront s'effectuer qu'en actions nouvelles à l'exclusion des obligations convertibles. <box>832 808 1307 830</box>
notice-footnote: NOTA. — (1) La note d'information, publiée par la Société en application des articles 6 et 7 de l'Ordonnance n° 67-833 du 28 septembre 1967, a reçu le visa n° 70-183 en date du 29 septembre 1970, de la Commission des Opérations de Bourse. (2) Numéro de code R.G.A. de ces obligations : 231333. <box>832 1173 1307 1208</box>
notice-paragraph: L'assemblée générale ordinaire des actionnaires de la Compagnie Minière et Métallurgique du 18 juin 1970 a fixé le montant du dividende de l'exercice 1969 à DH 1,50. <box>326 1341 801 1364</box>
notice-paragraph: Le présent avis a pour objet de préciser la procédure utilisée, par décision de la Chambre Syndicale, pour l'introduction à la Cote Officielle de valeurs nouvelles à revenu variable. <box>326 438 801 461</box>
section-rule <box>817 578 1321 580</box>
notice-paragraph: Représentation du droit : dépôt des obligations coupons n° 5 (2) et suivants attachés. <box>337 1620 663 1631</box>
notice-header <box>1338 838 1825 851</box>
notice <box>832 235 1307 565</box>
notice-paragraph: Représentation du droit : coupon n° 31. <box>1349 1502 1501 1513</box>
effective-date-heading <box>1338 1133 1825 1146</box>
notice-paragraph: 1°) Deux semaines avant la date fixée pour l'introduction, un avis publié à la Cote Officielle précise, en même temps que les caractéristiques essentielles de la valeur admise au marché officiel, le nombre de titres mis à la disposition du marché par les introducteurs et le prix minimum auquel ceux-ci sont disposés à les céder ; <box>326 524 801 558</box>
notice-paragraph: Représentation du droit : bon de droit délivré contre estampillage des certificats nominatifs d'actions anciennes. Les cessionnaires d'actions sont soumis à l'agrément de la Gérance. <box>1338 931 1825 954</box>
notice-date: 30 septembre 1970 <box>1210 932 1307 944</box>
notice-paragraph: Attribution d'actions gratuites et transformation de cette Société en Société d'investissement à capital variable. <box>1349 1196 1775 1207</box>
notice-paragraph: I. — Echange des droits détachés des actions Roan Selection Trust (R.S.T.) Les demandes d'échange des droits détachés des actions Roan Selection Trust (R.S.T.) seront reçues aux Guichets de la Lloyds Bank Europe Limited (Paris) jusqu'au 15 décembre 1970 inclus. <box>832 1301 1307 1336</box>
column-middle <box>817 218 1323 1932</box>
